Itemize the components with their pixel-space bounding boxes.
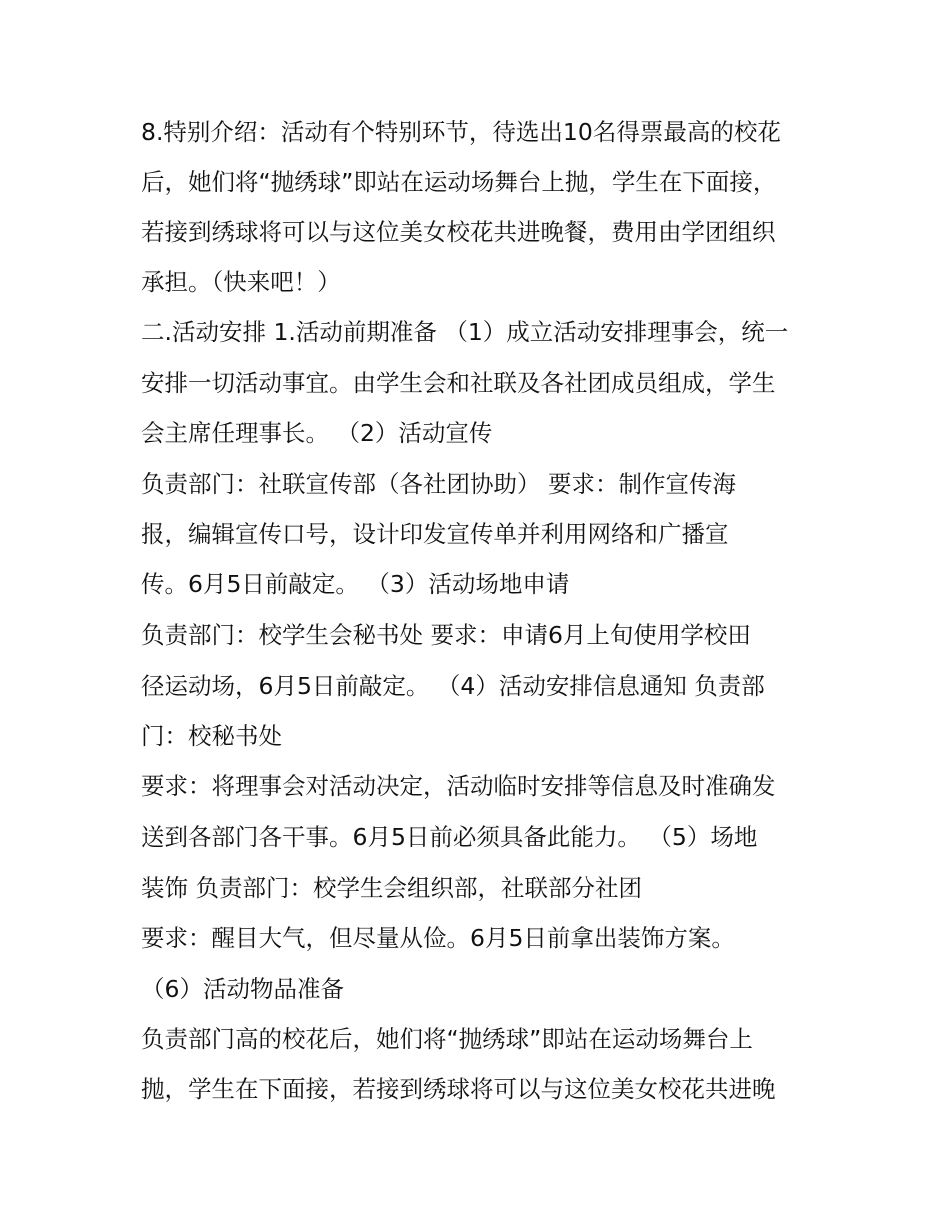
text-line: 要求：将理事会对活动决定，活动临时安排等信息及时准确发 bbox=[141, 772, 776, 800]
text-line: 会主席任理事长。 （2）活动宣传 bbox=[141, 419, 493, 447]
text-line: 门：校秘书处 bbox=[141, 722, 282, 750]
text-line: 抛，学生在下面接，若接到绣球将可以与这位美女校花共进晚 bbox=[141, 1075, 776, 1103]
text-line: 传。6月5日前敲定。 （3）活动场地申请 bbox=[141, 570, 570, 598]
text-line: 承担。（快来吧！） bbox=[141, 268, 341, 296]
text-line: 8.特别介绍：活动有个特别环节，待选出10名得票最高的校花 bbox=[141, 118, 781, 146]
text-line: （6）活动物品准备 bbox=[141, 975, 344, 1003]
text-line: 若接到绣球将可以与这位美女校花共进晚餐，费用由学团组织 bbox=[141, 218, 776, 246]
text-line: 装饰 负责部门：校学生会组织部，社联部分社团 bbox=[141, 874, 642, 902]
text-line: 负责部门：校学生会秘书处 要求：申请6月上旬使用学校田 bbox=[141, 621, 751, 649]
text-line: 报，编辑宣传口号，设计印发宣传单并利用网络和广播宣 bbox=[141, 520, 729, 548]
text-line: 后，她们将“抛绣球”即站在运动场舞台上抛，学生在下面接， bbox=[141, 168, 777, 196]
text-line: 送到各部门各干事。6月5日前必须具备此能力。 （5）场地 bbox=[141, 823, 758, 851]
text-line: 要求：醒目大气，但尽量从俭。6月5日前拿出装饰方案。 bbox=[141, 924, 735, 952]
text-line: 安排一切活动事宜。由学生会和社联及各社团成员组成，学生 bbox=[141, 369, 776, 397]
text-line: 负责部门：社联宣传部（各社团协助） 要求：制作宣传海 bbox=[141, 470, 736, 498]
text-line: 径运动场，6月5日前敲定。 （4）活动安排信息通知 负责部 bbox=[141, 672, 765, 700]
text-line: 二.活动安排 1.活动前期准备 （1）成立活动安排理事会，统一 bbox=[141, 318, 789, 346]
text-line: 负责部门高的校花后，她们将“抛绣球”即站在运动场舞台上 bbox=[141, 1025, 753, 1053]
